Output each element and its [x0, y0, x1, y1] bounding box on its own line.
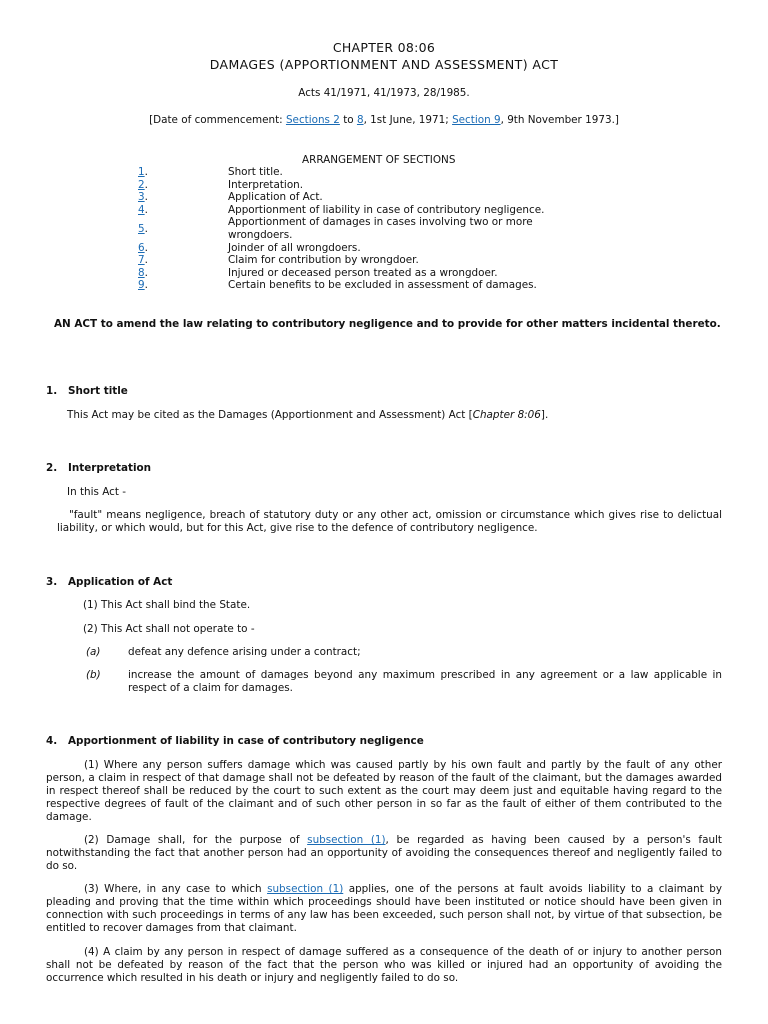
item-a-text: defeat any defence arising under a contract;: [128, 646, 361, 658]
toc-dot: .: [144, 266, 148, 279]
toc-section-title: Interpretation.: [228, 178, 304, 191]
item-a-label: (a): [86, 646, 101, 658]
toc-number-cell: [138, 179, 228, 192]
toc-dot: .: [144, 178, 148, 191]
toc-row: [138, 254, 578, 267]
toc-row: [138, 179, 578, 192]
section-title: Interpretation: [68, 462, 152, 474]
section-2-intro: In this Act -: [67, 486, 126, 498]
section-8-link[interactable]: 8: [356, 114, 364, 126]
subsection-1-link[interactable]: subsection (1): [267, 883, 344, 895]
item-b-label: (b): [86, 669, 101, 681]
section-1-text-b: ].: [540, 409, 549, 421]
acts-list: Acts 41/1971, 41/1973, 28/1985.: [298, 87, 470, 99]
subsection-3-text-a: (3) Where, in any case to which: [84, 883, 268, 895]
toc-number-cell: [138, 279, 228, 292]
chapter-number: CHAPTER 08:06: [332, 40, 436, 55]
toc-section-title: Injured or deceased person treated as a wrongdoer.: [228, 266, 498, 279]
subsection-3-text-b: applies, one of the persons at fault avoids liability to a claimant by pleading and proving that the time within which proceedings should have been instituted or notice should have been given in connection with such proceedings in terms of any law has been exceeded, such person shall not, by virtue of that subsection, be entitled to recover damages from that claimant.: [46, 883, 722, 934]
toc-number-cell: [138, 166, 228, 179]
toc-section-link[interactable]: 3: [138, 191, 145, 204]
section-4-subsection-2: [46, 834, 722, 873]
toc-section-title: Apportionment of damages in cases involving two or more wrongdoers.: [228, 216, 533, 241]
section-1-text-a: This Act may be cited as the Damages (Apportionment and Assessment) Act [: [67, 409, 473, 421]
toc-row: [138, 191, 578, 204]
section-4-subsection-1: (1) Where any person suffers damage which was caused partly by his own fault and partly by the fault of any other person, a claim in respect of that damage shall not be defeated by reason of the fault of the claimant, but the damages awarded in respect thereof shall be reduced by the court to such extent as the court may deem just and equitable having regard to the respective degrees of fault of the claimant and of such other person in so far as the fault of either of them contributed to the damage.: [46, 759, 722, 823]
toc-dot: .: [144, 254, 148, 267]
fault-definition: "fault" means negligence, breach of statutory duty or any other act, omission or circumstance which gives rise to delictual liability, or which would, but for this Act, give rise to the defence of contributory negligence.: [57, 509, 722, 534]
toc-row: [138, 166, 578, 179]
commencement-date: [0, 114, 768, 126]
section-4-subsection-3: [46, 883, 722, 935]
toc-dot: .: [144, 166, 148, 178]
toc-dot: .: [144, 203, 148, 216]
toc-section-link[interactable]: 8: [138, 266, 145, 279]
toc-section-title: Joinder of all wrongdoers.: [228, 241, 361, 254]
commencement-suffix: , 9th November 1973.]: [500, 114, 619, 126]
toc-number-cell: [138, 216, 228, 241]
toc-number-cell: [138, 267, 228, 280]
toc-number-cell: [138, 204, 228, 217]
section-title: Short title: [68, 385, 128, 397]
toc-row: [138, 279, 578, 292]
section-number: 3.: [46, 576, 58, 588]
section-3-subsection-2: (2) This Act shall not operate to -: [83, 623, 255, 635]
act-title: DAMAGES (APPORTIONMENT AND ASSESSMENT) ACT: [209, 57, 559, 72]
toc-row: [138, 267, 578, 280]
toc-dot: .: [144, 222, 148, 235]
toc-section-link[interactable]: 9: [138, 279, 145, 292]
toc-section-title: Claim for contribution by wrongdoer.: [228, 254, 419, 267]
commencement-prefix: [Date of commencement:: [149, 114, 286, 126]
subsection-2-text-b: , be regarded as having been caused by a person's fault notwithstanding the fact that another person had an opportunity of avoiding the consequences thereof and negligently failed to do so.: [46, 834, 722, 872]
toc-section-link[interactable]: 4: [138, 203, 145, 216]
commencement-mid: , 1st June, 1971;: [363, 114, 453, 126]
section-title: Apportionment of liability in case of contributory negligence: [68, 735, 424, 747]
toc-section-title: Certain benefits to be excluded in assessment of damages.: [228, 279, 537, 292]
toc-section-link[interactable]: 7: [138, 254, 145, 267]
item-b-text: increase the amount of damages beyond any maximum prescribed in any agreement or a law applicable in respect of a claim for damages.: [128, 669, 722, 694]
toc-row: [138, 216, 578, 241]
section-number: 2.: [46, 462, 58, 474]
section-1-text: [67, 409, 722, 422]
toc-dot: .: [144, 279, 148, 292]
toc-number-cell: [138, 254, 228, 267]
toc-section-link[interactable]: 6: [138, 241, 145, 254]
commencement-to: to: [339, 114, 357, 126]
section-3-heading: [46, 576, 172, 588]
section-title: Application of Act: [68, 576, 173, 588]
toc-section-title: Short title.: [228, 166, 283, 178]
subsection-1-link[interactable]: subsection (1): [307, 834, 386, 846]
section-2-heading: [46, 462, 151, 474]
section-number: 4.: [46, 735, 58, 747]
chapter-ref: Chapter 8:06: [472, 409, 541, 421]
toc-row: [138, 204, 578, 217]
toc-number-cell: [138, 242, 228, 255]
section-9-link[interactable]: Section 9: [452, 114, 501, 126]
toc-section-link[interactable]: 2: [138, 178, 145, 191]
toc-row: [138, 242, 578, 255]
sections-2-link[interactable]: Sections 2: [285, 114, 340, 126]
toc-section-title: Application of Act.: [228, 191, 323, 204]
toc-section-link[interactable]: 1: [138, 166, 145, 178]
section-number: 1.: [46, 385, 58, 397]
toc-dot: .: [144, 191, 148, 204]
section-3-subsection-1: (1) This Act shall bind the State.: [83, 599, 251, 611]
section-4-heading: [46, 735, 424, 747]
toc-section-link[interactable]: 5: [138, 222, 145, 235]
section-4-subsection-4: (4) A claim by any person in respect of damage suffered as a consequence of the death of or injury to another person shall not be defeated by reason of the fact that the person who was killed or injured had an opportunity of avoiding the occurrence which resulted in his death or injury and negligently failed to do so.: [46, 946, 722, 984]
toc-section-title: Apportionment of liability in case of contributory negligence.: [228, 203, 545, 216]
preamble: AN ACT to amend the law relating to contributory negligence and to provide for other matters incidental thereto.: [54, 318, 721, 330]
arrangement-table: [138, 166, 578, 292]
toc-dot: .: [144, 241, 148, 254]
toc-number-cell: [138, 191, 228, 204]
subsection-2-text-a: (2) Damage shall, for the purpose of: [84, 834, 308, 846]
section-1-heading: [46, 385, 128, 397]
arrangement-heading: ARRANGEMENT OF SECTIONS: [302, 154, 456, 166]
